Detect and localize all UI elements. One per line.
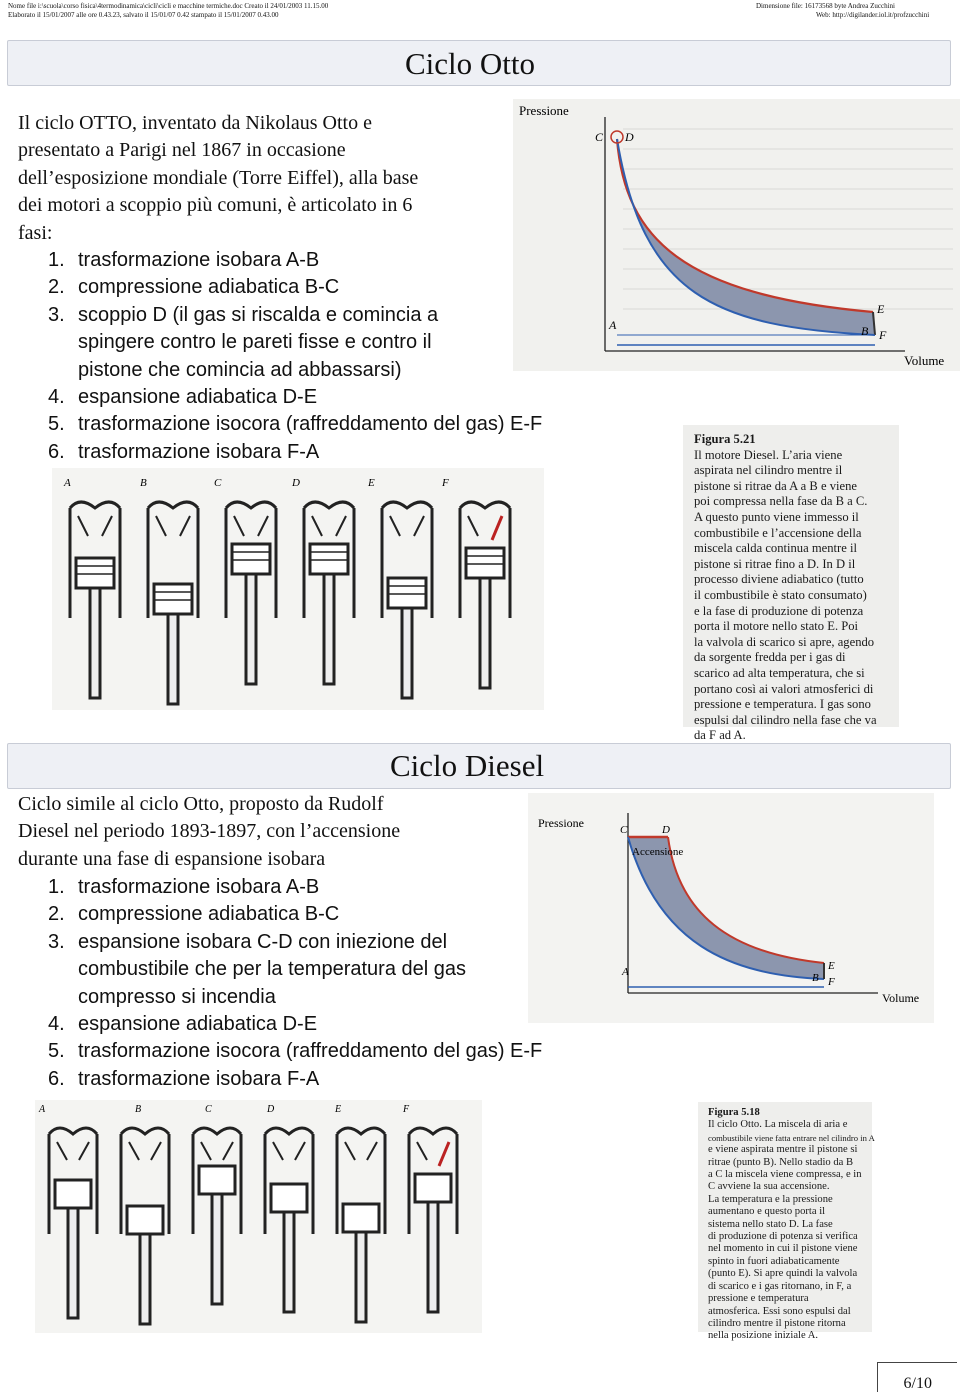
caption-line: nella posizione iniziale A. bbox=[708, 1330, 819, 1342]
caption-line: cilindro mentre il pistone ritorna bbox=[708, 1317, 846, 1329]
caption-line: ritrae (punto B). Nello stadio da B bbox=[708, 1156, 854, 1168]
header-web: Web: http://digilander.iol.it/profzucchini bbox=[816, 11, 930, 19]
caption-line: combustibile viene fatta entrare nel cilindro in A bbox=[708, 1132, 875, 1143]
otto-engines-figure bbox=[52, 468, 544, 710]
otto-point-f: F bbox=[879, 328, 887, 342]
caption-line: poi compressa nella fase da B a C. bbox=[694, 494, 868, 509]
otto-intro-line: dell’esposizione mondiale (Torre Eiffel), alla base bbox=[18, 166, 419, 189]
list-item: compresso si incendia bbox=[78, 985, 276, 1008]
diesel-intro-line: durante una fase di espansione isobara bbox=[18, 847, 326, 870]
diesel-title: Ciclo Diesel bbox=[390, 748, 545, 783]
caption-line: aumentano e questo porta il bbox=[708, 1206, 826, 1218]
list-item: 5. trasformazione isocora (raffreddamento del gas) E-F bbox=[48, 1040, 543, 1063]
caption-line: pressione e temperatura. I gas sono bbox=[694, 697, 871, 712]
otto-intro-line: dei motori a scoppio più comuni, è articolato in 6 bbox=[18, 194, 413, 217]
list-item: combustibile che per la temperatura del gas bbox=[78, 958, 466, 981]
otto-intro-line: fasi: bbox=[18, 221, 53, 244]
caption-line: la valvola di scarico si apre, agendo bbox=[694, 634, 875, 649]
header-dates: Elaborato il 15/01/2007 alle ore 0.43.23, salvato il 15/01/07 0.42 stampato il 15/01/2007 0.43.00 bbox=[8, 11, 279, 19]
otto-point-a: A bbox=[609, 318, 617, 332]
caption-line: Il ciclo Otto. La miscela di aria e bbox=[708, 1119, 848, 1131]
caption-line: C avviene la sua accensione. bbox=[708, 1181, 830, 1193]
diesel-point-e: E bbox=[828, 960, 835, 972]
caption-line: La temperatura e la pressione bbox=[708, 1193, 833, 1205]
otto-graph-xlabel: Volume bbox=[904, 353, 945, 368]
caption-line: pistone si ritrae fino a D. In D il bbox=[694, 556, 856, 571]
otto-caption-title: Figura 5.21 bbox=[694, 432, 756, 446]
otto-caption bbox=[694, 432, 877, 744]
caption-line: di produzione di potenza si verifica bbox=[708, 1231, 858, 1243]
diesel-caption bbox=[708, 1107, 875, 1343]
otto-engine-label-b: B bbox=[140, 477, 147, 489]
caption-line: a C la miscela viene compressa, e in bbox=[708, 1169, 862, 1181]
caption-line: da sorgente fredda per i gas di bbox=[694, 650, 846, 665]
caption-line: il combustibile è stato consumato) bbox=[694, 587, 867, 602]
caption-line: porta il motore nello stato E. Poi bbox=[694, 619, 859, 634]
footer-rule-vertical bbox=[877, 1362, 878, 1392]
list-item: 1. trasformazione isobara A-B bbox=[48, 876, 320, 898]
diesel-intro-line: Diesel nel periodo 1893-1897, con l’accensione bbox=[18, 820, 401, 843]
otto-point-e: E bbox=[877, 302, 885, 316]
diesel-point-b: B bbox=[812, 972, 819, 984]
otto-graph-ylabel: Pressione bbox=[519, 103, 569, 118]
caption-line: pistone si ritrae da A a B e viene bbox=[694, 478, 857, 493]
diesel-intro bbox=[18, 791, 400, 873]
diesel-point-d: D bbox=[662, 824, 670, 836]
diesel-steps-list bbox=[48, 874, 542, 1093]
diesel-engine-label-f: F bbox=[403, 1104, 410, 1115]
otto-pv-graph bbox=[513, 99, 960, 371]
caption-line: da F ad A. bbox=[694, 728, 746, 743]
caption-line: processo diviene adiabatico (tutto bbox=[694, 572, 864, 587]
diesel-engines-svg bbox=[35, 1100, 482, 1333]
footer-rule bbox=[877, 1362, 957, 1363]
diesel-engine-label-c: C bbox=[205, 1104, 212, 1115]
caption-line: nel momento in cui il pistone viene bbox=[708, 1243, 858, 1255]
list-item: 2. compressione adiabatica B-C bbox=[48, 276, 340, 299]
list-item: 2. compressione adiabatica B-C bbox=[48, 903, 340, 926]
otto-title: Ciclo Otto bbox=[405, 46, 536, 81]
otto-engine-label-e: E bbox=[368, 477, 375, 489]
diesel-point-c: C bbox=[620, 824, 628, 836]
header-file-info: Nome file i:\scuola\corso fisica\4termodinamica\cicli\cicli e macchine termiche.doc Creato il 24/01/2003 11.15.00 bbox=[8, 2, 329, 10]
list-item: 5. trasformazione isocora (raffreddamento del gas) E-F bbox=[48, 413, 543, 436]
otto-steps-list bbox=[48, 247, 542, 466]
caption-line: e la fase di produzione di potenza bbox=[694, 603, 864, 618]
list-item: 3. scoppio D (il gas si riscalda e comincia a bbox=[48, 303, 439, 326]
list-item: spingere contro le pareti fisse e contro il bbox=[78, 331, 432, 354]
diesel-point-a: A bbox=[622, 966, 629, 978]
caption-line: (punto E). Si apre quindi la valvola bbox=[708, 1268, 858, 1280]
otto-engine-label-a: A bbox=[64, 477, 71, 489]
diesel-graph-xlabel: Volume bbox=[882, 991, 920, 1005]
caption-line: di scarico e i gas ritornano, in F, a bbox=[708, 1280, 852, 1292]
diesel-engines-figure bbox=[35, 1100, 482, 1333]
diesel-pv-svg bbox=[528, 793, 934, 1023]
diesel-engine-label-a: A bbox=[39, 1104, 46, 1115]
page-number: 6/10 bbox=[903, 1375, 932, 1392]
otto-engine-label-d: D bbox=[292, 477, 300, 489]
caption-line: pressione e temperatura bbox=[708, 1293, 809, 1305]
diesel-pv-graph bbox=[528, 793, 934, 1023]
otto-intro bbox=[18, 110, 418, 247]
otto-engine-label-f: F bbox=[442, 477, 449, 489]
caption-line: portano così ai valori atmosferici di bbox=[694, 681, 874, 696]
caption-line: aspirata nel cilindro mentre il bbox=[694, 463, 843, 478]
caption-line: A questo punto viene immesso il bbox=[694, 509, 859, 524]
diesel-graph-ylabel: Pressione bbox=[538, 816, 584, 830]
otto-point-b: B bbox=[861, 324, 869, 338]
otto-engine-label-c: C bbox=[214, 477, 222, 489]
list-item: 3. espansione isobara C-D con iniezione del bbox=[48, 930, 448, 953]
list-item: 6. trasformazione isobara F-A bbox=[48, 1067, 320, 1090]
otto-point-d: D bbox=[625, 130, 634, 144]
otto-engines-svg bbox=[52, 468, 544, 710]
diesel-engine-label-b: B bbox=[135, 1104, 142, 1115]
otto-point-c: C bbox=[595, 130, 604, 144]
list-item: pistone che comincia ad abbassarsi) bbox=[78, 358, 402, 381]
caption-line: atmosferica. Essi sono espulsi dal bbox=[708, 1305, 851, 1317]
diesel-engine-label-d: D bbox=[267, 1104, 275, 1115]
list-item: 6. trasformazione isobara F-A bbox=[48, 440, 320, 463]
list-item: 4. espansione adiabatica D-E bbox=[48, 1013, 318, 1036]
diesel-point-f: F bbox=[828, 976, 835, 988]
otto-intro-line: Il ciclo OTTO, inventato da Nikolaus Otto e bbox=[18, 112, 372, 134]
caption-line: Il motore Diesel. L’aria viene bbox=[694, 447, 843, 462]
caption-line: e viene aspirata mentre il pistone si bbox=[708, 1144, 858, 1156]
diesel-caption-title: Figura 5.18 bbox=[708, 1107, 760, 1118]
caption-line: espulsi dal cilindro nella fase che va bbox=[694, 712, 877, 727]
diesel-engine-label-e: E bbox=[335, 1104, 342, 1115]
caption-line: combustibile e l’accensione della bbox=[694, 525, 862, 540]
caption-line: miscela calda continua mentre il bbox=[694, 541, 857, 556]
list-item: 1. trasformazione isobara A-B bbox=[48, 249, 320, 271]
caption-line: scarico ad alta temperatura, che si bbox=[694, 665, 865, 680]
caption-line: spinto in fuori adiabaticamente bbox=[708, 1255, 840, 1267]
list-item: 4. espansione adiabatica D-E bbox=[48, 386, 318, 409]
otto-intro-line: presentato a Parigi nel 1867 in occasione bbox=[18, 139, 346, 162]
diesel-graph-accensione: Accensione bbox=[632, 846, 684, 858]
header-size-author: Dimensione file: 16173568 byte Andrea Zucchini bbox=[756, 2, 895, 10]
caption-line: sistema nello stato D. La fase bbox=[708, 1218, 833, 1230]
diesel-intro-line: Ciclo simile al ciclo Otto, proposto da Rudolf bbox=[18, 793, 384, 815]
otto-pv-svg bbox=[513, 99, 960, 371]
